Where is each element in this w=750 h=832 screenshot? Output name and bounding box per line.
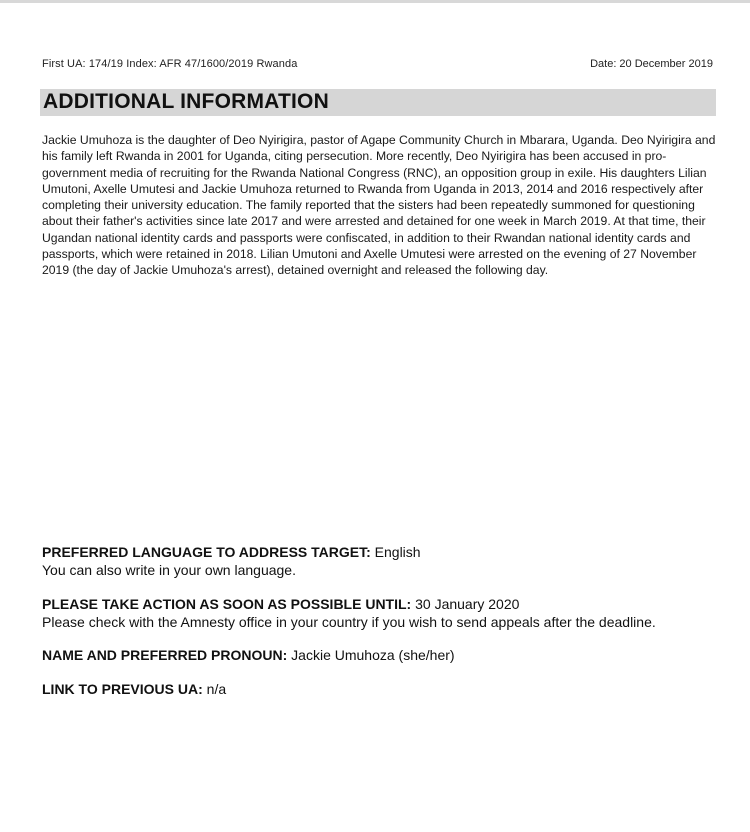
- section-heading-bar: [40, 89, 716, 116]
- deadline-value: 30 January 2020: [411, 596, 520, 612]
- preferred-language-note: You can also write in your own language.: [42, 562, 296, 578]
- preferred-language-block: [42, 543, 722, 579]
- section-title: ADDITIONAL INFORMATION: [43, 90, 329, 113]
- name-pronoun-label: NAME AND PREFERRED PRONOUN:: [42, 647, 288, 663]
- additional-information-paragraph: Jackie Umuhoza is the daughter of Deo Nyirigira, pastor of Agape Community Church in Mbarara, Uganda. Deo Nyirigira and his family left Rwanda in 2001 for Uganda, citing persecution. More recently, Deo Nyirigira has been accused in pro-government media of recruiting for the Rwanda National Congress (RNC), an opposition group in exile. His daughters Lilian Umutoni, Axelle Umutesi and Jackie Umuhoza returned to Rwanda from Uganda in 2013, 2014 and 2016 respectively after completing their university education. The family reported that the sisters had been repeatedly summoned for questioning about their father's activities since late 2017 and were arrested and detained for one week in March 2019. At that time, their Ugandan national identity cards and passports were confiscated, in addition to their Rwandan national identity cards and passports, which were retained in 2018. Lilian Umutoni and Axelle Umutesi were arrested on the evening of 27 November 2019 (the day of Jackie Umuhoza's arrest), detained overnight and released the following day.: [42, 133, 716, 278]
- preferred-language-line: [42, 543, 722, 561]
- top-divider: [0, 0, 750, 3]
- name-pronoun-block: [42, 646, 722, 664]
- preferred-language-value: English: [370, 544, 421, 560]
- preferred-language-label: PREFERRED LANGUAGE TO ADDRESS TARGET:: [42, 544, 371, 560]
- previous-ua-link-block: [42, 680, 722, 698]
- deadline-label: PLEASE TAKE ACTION AS SOON AS POSSIBLE UNTIL:: [42, 596, 412, 612]
- document-reference: First UA: 174/19 Index: AFR 47/1600/2019 Rwanda: [42, 58, 298, 70]
- previous-ua-link-label: LINK TO PREVIOUS UA:: [42, 681, 203, 697]
- deadline-note: Please check with the Amnesty office in your country if you wish to send appeals after the deadline.: [42, 614, 656, 630]
- deadline-line: [42, 595, 722, 613]
- name-pronoun-value: Jackie Umuhoza (she/her): [287, 647, 455, 663]
- previous-ua-link-value: n/a: [202, 681, 227, 697]
- document-date: Date: 20 December 2019: [590, 58, 713, 70]
- deadline-block: [42, 595, 722, 631]
